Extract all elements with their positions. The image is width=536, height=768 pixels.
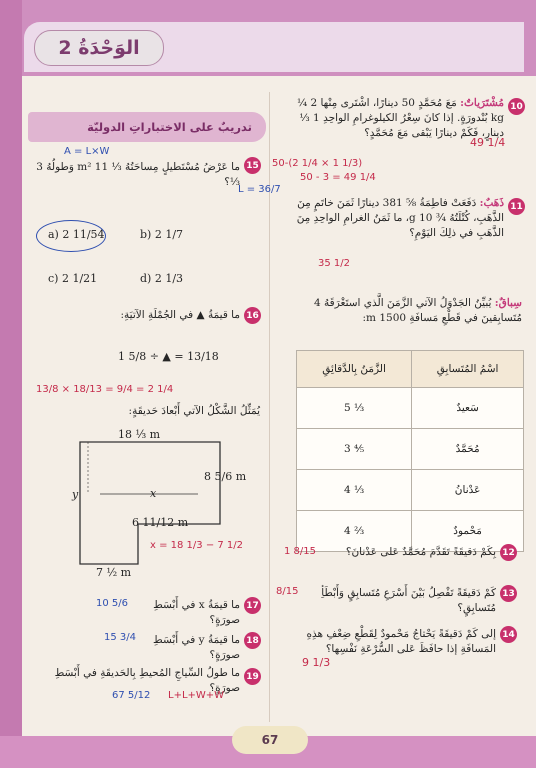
option-15-a: a) 2 11/54 [48, 228, 105, 241]
question-15: ما عَرْضُ مُسْتَطيلٍ مِساحَتُهُ ⅓ 11 m² وَطولُهُ 3 ⅓؟ [36, 161, 240, 188]
question-number-17: 17 [244, 597, 261, 614]
question-13: كَمْ دَقيقَةً تَفْصِلُ بَيْنَ أَسْرَعِ مُتَسابِقٍ وَأَبْطَأِ مُتَسابِقٍ؟ [321, 587, 496, 614]
section-ribbon: تدريبٌ على الاختباراتِ الدوليّة [28, 112, 266, 142]
table-row [297, 470, 524, 511]
work-19: L+L+W+W [168, 690, 225, 701]
question-18: ما قيمَةُ y في أَبْسَطِ صورَةٍ؟ [153, 634, 240, 661]
option-15-c: c) 2 1/21 [48, 272, 98, 285]
answer-17: 10 5/6 [96, 598, 128, 609]
work-x: x = 18 1/3 − 7 1/2 [150, 540, 244, 551]
race-times-table [296, 350, 524, 552]
question-number-18: 18 [244, 632, 261, 649]
race-text: يُبيِّنُ الجَدْوَلُ الآتي الزَّمَنَ الَّذي استَغْرَقَهُ 4 مُتَسابِقينَ في قَطْعِ مَسافَةِ 1500 m: [314, 297, 522, 324]
equation-16: 1 5/8 ÷ ▲ = 13/18 [118, 350, 219, 363]
page-number: 67 [232, 726, 308, 754]
answer-18: 15 3/4 [104, 632, 136, 643]
figure-top-label: 18 ⅓ m [118, 428, 161, 441]
question-17: ما قيمَةُ x في أَبْسَطِ صورَةٍ؟ [153, 599, 240, 626]
question-10-text: مَعَ مُحَمَّدٍ 50 دينارًا، اشْتَرى مِنْها 2 ¼ kg بُنْدورَةٍ. إذا كانَ سِعْرُ الكيلوغرامِ الواحِدِ 1 ⅓ دينارٍ، فَكَمْ دينارًا يَبْقى مَعَ مُحَمَّدٍ؟ [296, 97, 504, 139]
question-number-11: 11 [508, 198, 525, 215]
table-header-row [297, 351, 524, 388]
work-15-length: L = 36/7 [238, 184, 281, 195]
figure-bottom-label: 7 ½ m [96, 566, 132, 579]
question-number-15: 15 [244, 157, 261, 174]
question-number-13: 13 [500, 585, 517, 602]
table-cell-time: 5 ⅓ [297, 388, 412, 429]
race-label: سِباقٌ: [494, 297, 522, 309]
answer-15-circle [36, 220, 106, 252]
question-number-16: 16 [244, 307, 261, 324]
question-11 [282, 196, 504, 241]
figure-y-label: y [72, 488, 79, 501]
figure-intro: يُمَثِّلُ الشَّكْلُ الآتي أَبْعادَ حَديقَةٍ: [128, 405, 260, 417]
table-cell-name: عَدْنانُ [412, 470, 524, 511]
table-header-name: اسْمُ المُتَسابِقِ [412, 351, 524, 388]
question-10-label: مُشْتَرَياتٌ: [460, 97, 504, 109]
table-row [297, 429, 524, 470]
question-number-14: 14 [500, 626, 517, 643]
figure-right-label: 8 5/6 m [204, 470, 247, 483]
work-16: 13/8 × 18/13 = 9/4 = 2 1/4 [36, 384, 174, 395]
table-row [297, 388, 524, 429]
figure-inner-label: 6 11/12 m [132, 516, 189, 529]
table-header-time: الزَّمَنُ بِالدَّقائِقِ [297, 351, 412, 388]
question-11-text: دَفَعَتْ فاطِمَةُ ⅝ 381 دينارًا ثَمَنَ خاتَمٍ مِنَ الذَّهَبِ، كُتْلَتُهُ ¾ 10 g، ما ثَمَنُ الغرامِ الواحِدِ مِنَ الذَّهَبِ في ذلِكَ اليَوْمِ؟ [296, 197, 504, 239]
answer-19: 67 5/12 [112, 690, 151, 701]
question-16: ما قيمَةُ ▲ في الجُمْلَةِ الآتيَةِ: [120, 309, 240, 321]
question-12: بِكَمْ دَقيقَةً تَقَدَّمَ مُحَمَّدٌ عَلى عَدْنانَ؟ [345, 546, 496, 558]
unit-title: الوَحْدَةُ 2 [34, 30, 164, 66]
table-cell-time: 4 ⅓ [297, 470, 412, 511]
question-number-19: 19 [244, 668, 261, 685]
left-margin-band [0, 0, 22, 768]
question-19: ما طولُ السِّياجِ المُحيطِ بِالحَديقَةِ في أَبْسَطِ صورَةٍ؟ [54, 667, 240, 694]
answer-10: 49 1/4 [470, 136, 506, 149]
work-10: 50-(2 1/4 × 1 1/3) [272, 158, 363, 169]
table-cell-time: 4 ⅔ [297, 511, 412, 552]
option-15-b: b) 2 1/7 [140, 228, 184, 241]
table-cell-name: مَحْمودٌ [412, 511, 524, 552]
answer-13: 8/15 [276, 586, 299, 597]
race-intro [282, 296, 522, 326]
question-11-label: ذَهَبٌ: [479, 197, 504, 209]
work-10b: 50 - 3 = 49 1/4 [300, 172, 376, 183]
option-15-d: d) 2 1/3 [140, 272, 184, 285]
figure-x-label: x [150, 487, 157, 500]
question-10 [282, 96, 504, 141]
answer-12: 1 8/15 [284, 546, 316, 557]
answer-11: 35 1/2 [318, 258, 350, 269]
table-cell-time: 3 ⅘ [297, 429, 412, 470]
question-14: إلى كَمْ دَقيقَةً يَحْتاجُ مَحْمودٌ لِقَطْعِ ضِعْفِ هذِهِ المَسافَةِ إذا حافَظَ عَلى السُّرْعَةِ نَفْسِها؟ [306, 628, 496, 655]
work-15-formula: A = L×W [64, 146, 110, 157]
question-number-10: 10 [508, 98, 525, 115]
table-cell-name: سَعيدٌ [412, 388, 524, 429]
question-number-12: 12 [500, 544, 517, 561]
answer-14: 9 1/3 [302, 656, 331, 669]
table-cell-name: مُحَمَّدٌ [412, 429, 524, 470]
